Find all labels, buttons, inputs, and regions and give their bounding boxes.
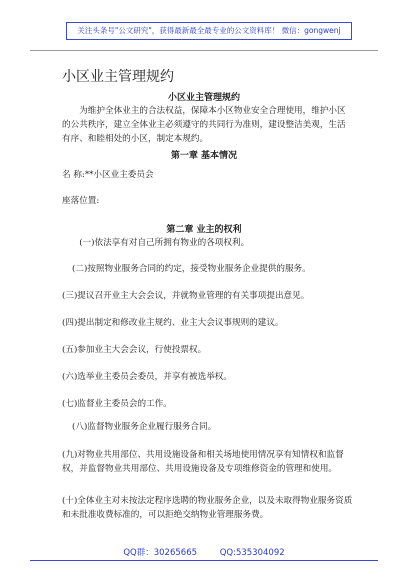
rights-item: (七)监督业主委员会的工作。 [62, 399, 172, 409]
rights-item: (三)提议召开业主大会会议，并就物业管理的有关事项提出意见。 [62, 291, 310, 301]
rights-item: (六)选举业主委员会委员，并享有被选举权。 [62, 372, 232, 382]
name-line: 名 称:**小区业主委员会 [62, 170, 154, 180]
rights-item: (一)依法享有对自己所拥有物业的各项权利。 [79, 238, 250, 248]
intro-paragraph: 为维护全体业主的合法权益，保障本小区物业安全合理使用，维护小区的公共秩序，建立全体业主必须遵守的共同行为准则，建设整洁美观，生活有序、和睦相处的小区，制定本规约。 [62, 106, 346, 144]
rights-item: (五)参加业主大会会议，行使投票权。 [62, 345, 207, 355]
chapter-1-heading: 第一章 基本情况 [170, 151, 238, 161]
rights-item: (二)按照物业服务合同的约定，接受物业服务企业提供的服务。 [72, 264, 311, 274]
promo-banner: 关注头条号"公文研究"，获得最新最全最专业的公文资料库！ 微信：gongwenj [66, 22, 352, 40]
footer-divider [30, 560, 378, 561]
rights-item: (四)提出制定和修改业主规约、业主大会议事规则的建议。 [62, 318, 284, 328]
header-divider [30, 50, 378, 51]
rights-item: (八)监督物业服务企业履行服务合同。 [72, 422, 217, 432]
location-line: 座落位置: [62, 196, 100, 206]
chapter-2-heading: 第二章 业主的权利 [166, 225, 242, 235]
document-subtitle: 小区业主管理规约 [167, 93, 240, 103]
document-title: 小区业主管理规约 [62, 69, 174, 85]
contact-footer [0, 546, 408, 558]
qq-number: QQ:535304092 [219, 548, 285, 558]
rights-item: (九)对物业共用部位、共用设施设备和相关场地使用情况享有知情权和监督权，并监督物业共用部位、共用设施设备及专项维修资金的管理和使用。 [62, 450, 344, 474]
qq-group-number: QQ群：30265665 [123, 548, 198, 558]
rights-item: (十)全体业主对未按法定程序选聘的物业服务企业，以及未取得物业服务资质和未批准收费标准的，可以拒绝交纳物业管理服务费。 [62, 496, 353, 520]
